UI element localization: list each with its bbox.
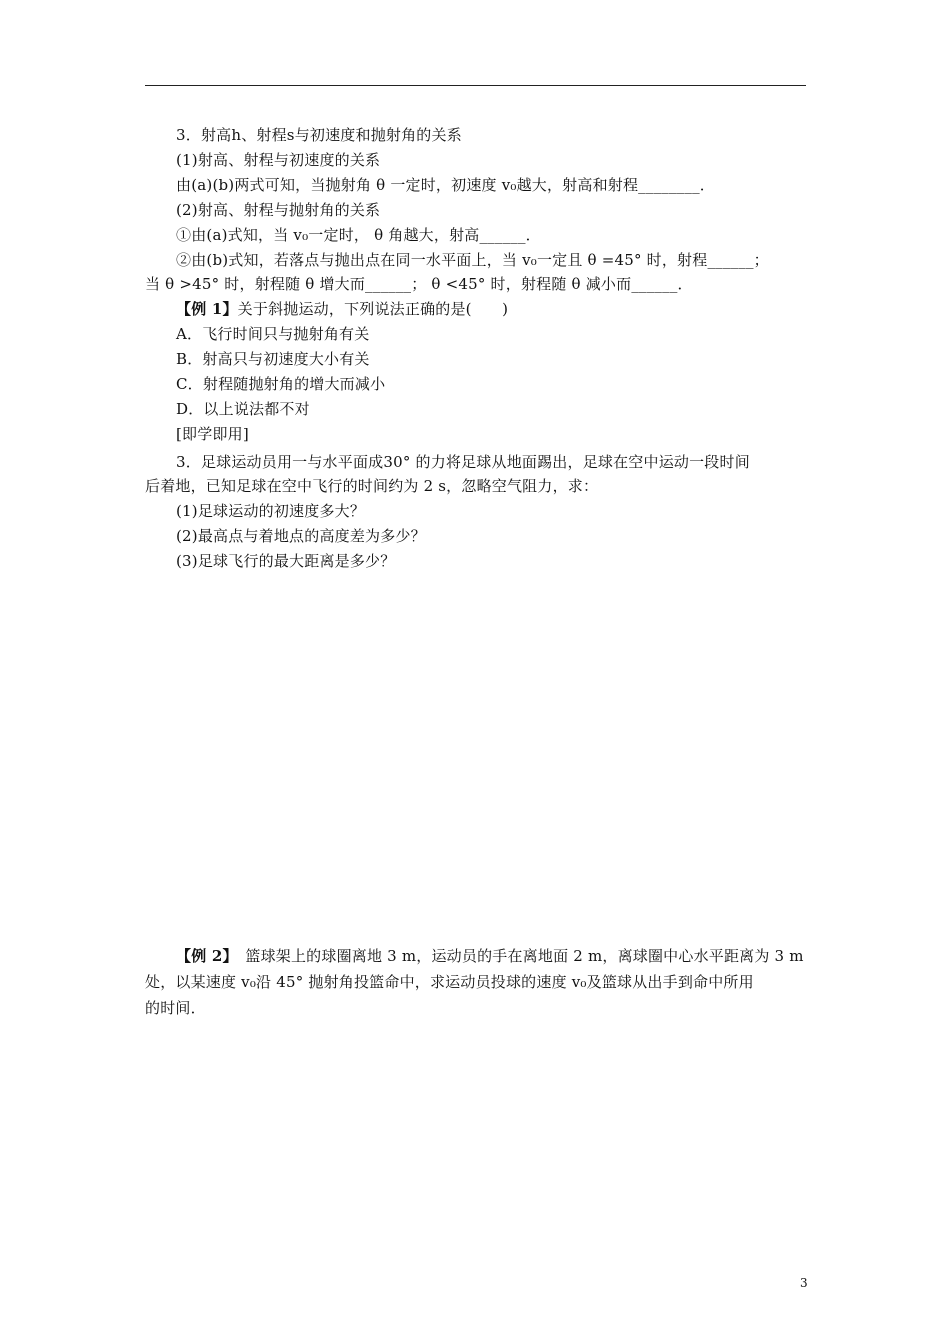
example1-option-d: D．以上说法都不对 [176, 400, 310, 418]
practice-heading: [即学即用] [176, 425, 249, 443]
section3-sub1-text: 由(a)(b)两式可知，当抛射角 θ 一定时，初速度 v₀越大，射高和射程________． [176, 176, 715, 194]
practice-question-1: (1)足球运动的初速度多大？ [176, 502, 366, 520]
example1-label: 【例 1】 [176, 300, 238, 318]
section3-point2-line2: 当 θ >45° 时，射程随 θ 增大而______； θ <45° 时，射程随 θ 减小而______． [145, 275, 693, 293]
example1-option-c: C．射程随抛射角的增大而减小 [176, 375, 386, 393]
example1-question: 关于斜抛运动，下列说法正确的是( ) [237, 300, 509, 318]
practice-line2: 后着地，已知足球在空中飞行的时间约为 2 s，忽略空气阻力，求： [145, 477, 599, 495]
header-rule [145, 85, 806, 86]
example2-text-line1: 篮球架上的球圈离地 3 m，运动员的手在离地面 2 m，离球圈中心水平距离为 3 m [230, 947, 804, 965]
example2-line2: 处，以某速度 v₀沿 45° 抛射角投篮命中，求运动员投球的速度 v₀及篮球从出手到命中所用 [145, 973, 754, 991]
example2-line3: 的时间． [145, 999, 206, 1017]
section3-sub1: (1)射高、射程与初速度的关系 [176, 151, 381, 169]
example2-label: 【例 2】 [176, 947, 231, 965]
section3-sub2: (2)射高、射程与抛射角的关系 [176, 201, 381, 219]
section3-point2-line1: ②由(b)式知，若落点与抛出点在同一水平面上，当 v₀一定且 θ =45° 时，射程______； [176, 251, 769, 269]
section3-title: 3．射高h、射程s与初速度和抛射角的关系 [176, 126, 462, 144]
practice-question-3: (3)足球飞行的最大距离是多少？ [176, 552, 396, 570]
practice-question-2: (2)最高点与着地点的高度差为多少？ [176, 527, 426, 545]
example1-option-a: A．飞行时间只与抛射角有关 [176, 325, 370, 343]
section3-point1: ①由(a)式知，当 v₀一定时， θ 角越大，射高______． [176, 226, 541, 244]
page-number: 3 [800, 1276, 808, 1290]
example1-question-line [176, 299, 508, 319]
example1-option-b: B．射高只与初速度大小有关 [176, 350, 370, 368]
practice-line1: 3．足球运动员用一与水平面成30° 的力将足球从地面踢出，足球在空中运动一段时间 [176, 453, 750, 471]
example2-line1 [176, 946, 804, 966]
